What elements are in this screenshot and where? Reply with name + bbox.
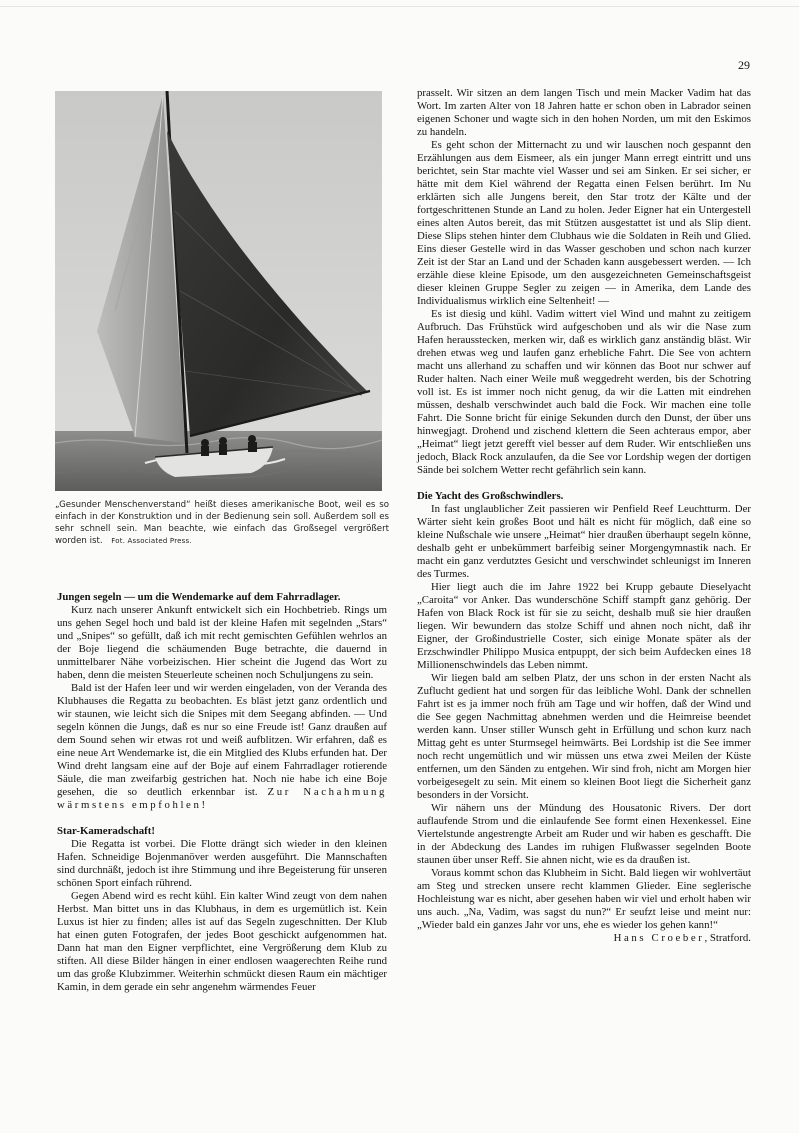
photo-credit: Fot. Associated Press. (111, 537, 192, 545)
paragraph (57, 682, 387, 812)
paragraph: prasselt. Wir sitzen an dem langen Tisch und mein Macker Vadim hat das Wort. Im zarten Alter von 18 Jahren hatte er schon oben in Labrador seinen eigenen Schoner und wagte sich in den hohen Norden, um mit den Eskimos zu handeln. (417, 87, 751, 138)
paragraph: Voraus kommt schon das Klubheim in Sicht. Bald liegen wir wohlvertäut am Steg und strecken unsere recht klammen Glieder. Eine seglerische Hochleistung war es nicht, aber gesehen haben wir viel und erholt haben wir uns auch. „Na, Vadim, was sagst du nun?“ Er seufzt leise und meint nur: „Wieder bald ein ganzes Jahr vor uns, ehe es wieder los gehen kann!“ (417, 867, 751, 931)
paragraph: In fast unglaublicher Zeit passieren wir Penfield Reef Leuchtturm. Der Wärter sieht kein großes Boot und hält es nicht für möglich, daß eine so kleine Nußschale wie unsere „Heimat“ hier draußen überhaupt segeln könne, deshalb geht er unbekümmert barfeibig seiner Morgengymnastik nach. Er macht ein ganz verdutztes Gesicht und verschwindet schleunigst im Inneren des Turmes. (417, 503, 751, 580)
spacer (417, 477, 751, 490)
section-heading: Star-Kameradschaft! (57, 825, 155, 837)
left-column (57, 591, 387, 994)
paragraph-text: Bald ist der Hafen leer und wir werden eingeladen, von der Veranda des Klubhauses die Regatta zu beobachten. Es bläst jetzt ganz ordentlich und wir staunen, wie leicht sich die Snipes mit dem Seegang abfinden. — Und segeln können die Jungs, daß es nur so eine Freude ist! Ganz draußen auf dem Sound sehen wir etwas rot und weiß aufblitzen. Wir erfahren, daß es eine neue Art Wendemarke ist, die ein Mitglied des Klubs erfunden hat. Der Wind dreht langsam eine auf der Boje auf einem Fahrradlager rotierende Säule, die man zweifarbig gestrichen hat. Noch nie habe ich eine Boje gesehen, die so deutlich erkennbar ist. (57, 682, 387, 798)
right-column (417, 87, 751, 945)
paragraph: Es geht schon der Mitternacht zu und wir lauschen noch gespannt den Erzählungen aus dem Eismeer, als ein junger Mann erregt eintritt und uns berichtet, sein Star machte viel Wasser und sei am Sinken. Er sei sicher, er hätte mit dem Kiel während der Regatta einen Felsen berührt. Im Nu erklärten sich alle Jungens bereit, den Star trotz der Kälte und der fortgeschrittenen Stunde an Land zu holen. Jeder Eigner hat ein Untergestell eines alten Autos bereit, das mit Stützen ausgestattet ist und als Slip dient. Diese Slips stehen hinter dem Clubhaus wie die Soldaten in Reih und Glied. Eins dieser Gestelle wird in das Wasser geschoben und schon nach kurzer Zeit ist der Star an Land und der Schaden kann ausgebessert werden. — Ich erzähle diese kleine Episode, um den ausgezeichneten Gemeinschaftsgeist dieser kleinen Gruppe Segler zu zeigen — in Amerika, dem Lande des Individualismus wirklich eine Seltenheit! — (417, 139, 751, 307)
author-signature (417, 932, 751, 945)
page-top-rule (0, 6, 799, 7)
paragraph: Kurz nach unserer Ankunft entwickelt sich ein Hochbetrieb. Rings um uns gehen Segel hoch und bald ist der kleine Hafen mit segelnden „Stars“ und „Snipes“ so gefüllt, daß ich mit recht gemischten Gefühlen wehrlos an der Boje liegend die schäumenden Buge betrachte, die dauernd in unmittelbarer Nähe vorbeizischen. Hier scheint die Jugend das Wort zu haben, denn die meisten Steuerleute scheinen noch Schuljungens zu sein. (57, 604, 387, 681)
paragraph: Es ist diesig und kühl. Vadim wittert viel Wind und mahnt zu zeitigem Aufbruch. Das Frühstück wird aufgeschoben und als wir die Nase zum Hafen herausstecken, merken wir, daß es wirklich ganz anständig bläst. Wir drehen etwas weg und laufen ganz erhebliche Fahrt. Die See von achtern macht uns allerhand zu schaffen und wir können das Boot nur schwer auf Ruder halten. Nach einer Weile muß weggedreht werden, bis der Schotring voll ist. Es ist immer noch nicht genug, da wir die Latten mit eindrehen müssen, deshalb verschwindet auch bald die Fock. Wir machen eine tolle Fahrt. Die Sonne bricht für einige Sekunden durch den Dunst, der über uns hinwegjagt. Drohend und zischend klettern die Seen achteraus empor, aber „Heimat“ liegt jetzt gerefft viel besser auf dem Ruder. Wir entschließen uns jedoch, Black Rock anzulaufen, da die See vor Lordship wegen der dortigen Sände bei solchem Wetter recht gefährlich sein kann. (417, 308, 751, 476)
spacer (57, 812, 387, 825)
paragraph: Hier liegt auch die im Jahre 1922 bei Krupp gebaute Dieselyacht „Caroita“ vor Anker. Das wunderschöne Schiff stampft ganz gehörig. Der Hafen von Black Rock ist für sie zu seicht, deshalb muß sie hier draußen liegen. Wir bewundern das stolze Schiff und ahnen noch nicht, daß ihr Eigner, der Großindustrielle Coster, sich einige Monate später als der Erzschwindler Philippo Musica entpuppt, der sich beim Aufdecken eines 18 Millionenschwindels das Leben nimmt. (417, 581, 751, 671)
author-place: , Stratford. (704, 932, 751, 944)
paragraph: Die Regatta ist vorbei. Die Flotte drängt sich wieder in den kleinen Hafen. Schneidige Bojenmanöver werden ausgeführt. Die Mannschaften sind durchnäßt, jedoch ist ihre Stimmung und ihre Begeisterung für unseren schönen Sport einfach rührend. (57, 838, 387, 889)
photo-caption (55, 499, 389, 547)
section-heading: Jungen segeln — um die Wendemarke auf dem Fahrradlager. (57, 591, 341, 603)
spaced-emphasis: Zur Nachahmung wärmstens empfohlen! (57, 786, 387, 811)
page-number: 29 (738, 58, 750, 72)
section-heading: Die Yacht des Großschwindlers. (417, 490, 564, 502)
caption-text: „Gesunder Menschenverstand“ heißt dieses amerikanische Boot, weil es so einfach in der Konstruktion und in der Bedienung sein soll. Außerdem soll es sehr schnell sein. Man beachte, wie einfach das Großsegel vergrößert worden ist. (55, 500, 389, 546)
author-name: Hans Croeber (613, 932, 705, 944)
paragraph: Wir liegen bald am selben Platz, der uns schon in der ersten Nacht als Zuflucht gedient hat und sorgen für das leibliche Wohl. Dank der schnellen Fahrt ist es ja immer noch früh am Tage und wir hoffen, daß der Wind und die See gegen Nachmittag abnehmen werden und die Heimreise beendet werden kann. Unser stiller Wunsch geht in Erfüllung und schon kurz nach Mittag geht es unter Sturmsegel heimwärts. Bei Lordship ist die See immer noch recht ungemütlich und wir müssen uns etwa zwei Meilen der Küste entfernen, um den Sänden zu entgehen. Wir sind froh, nicht am Morgen hier vorbeigesegelt zu sein. Mit einem so kleinen Boot liegt die Sicherheit ganz besonders in der Vorsicht. (417, 672, 751, 801)
paragraph: Gegen Abend wird es recht kühl. Ein kalter Wind zeugt von dem nahen Herbst. Man bittet uns in das Klubhaus, in dem es urgemütlich ist. Kein Luxus ist hier zu finden; alles ist auf das Segeln zugeschnitten. Der Klub hat einen guten Fotografen, der jedes Boot geschickt aufgenommen hat. Dann hat man den Eigner verpflichtet, eine Vergrößerung dem Klub zu stiften. All diese Bilder hängen in einer endlosen waagerechten Reihe rund um das große Klubzimmer. Weiterhin schmückt diesen Raum ein mächtiger Kamin, in dem gerade ein sehr angenehm wärmendes Feuer (57, 890, 387, 993)
sailboat-photo (55, 91, 382, 491)
paragraph: Wir nähern uns der Mündung des Housatonic Rivers. Der dort auflaufende Strom und die einlaufende See formt einen Hexenkessel. Eine Viertelstunde angestrengte Arbeit am Ruder und wir haben es geschafft. Die in der Abdeckung des Landes im ruhigen Flußwasser segelnden Boote staunen über unser Reff. Sie ahnen nicht, wie es da draußen ist. (417, 802, 751, 866)
